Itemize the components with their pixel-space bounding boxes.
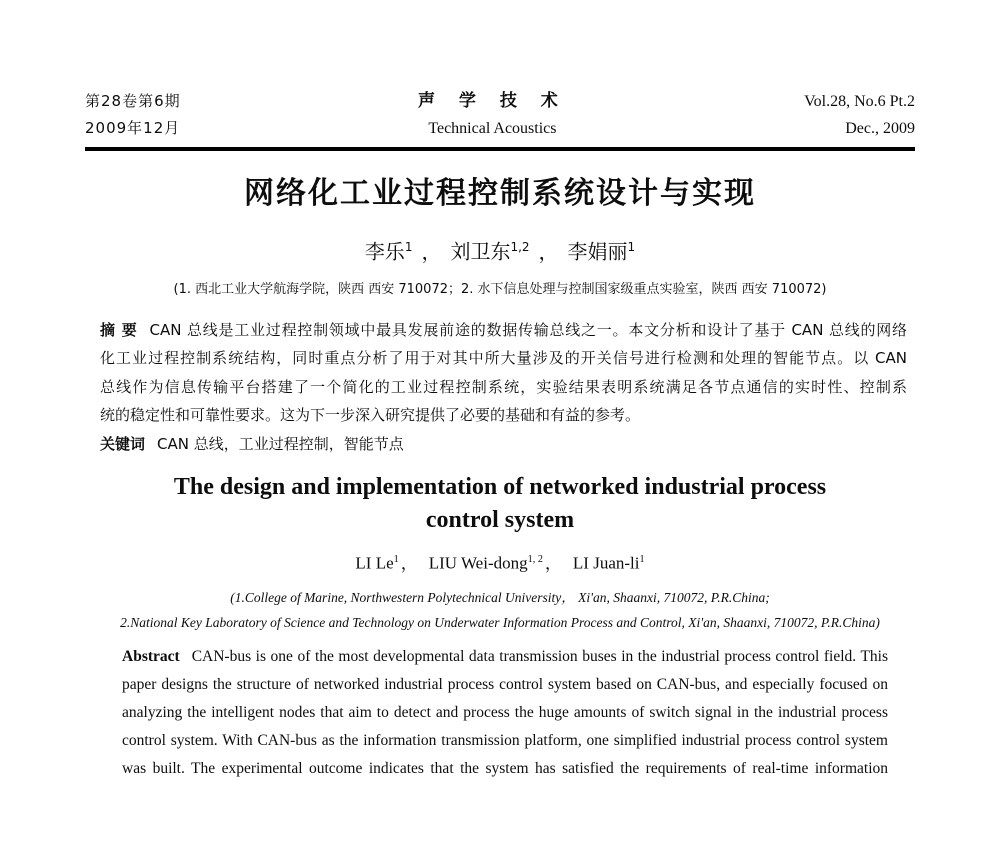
- paper-page: [0, 88, 1000, 848]
- authors-en: [85, 548, 915, 576]
- abstract-en-text: CAN-bus is one of the most developmental data transmission buses in the industrial process control field. This: [191, 647, 888, 665]
- authors-cn: [85, 233, 915, 266]
- author-en-name: LI Le: [355, 553, 394, 573]
- affiliation-cn: (1. 西北工业大学航海学院，陕西 西安 710072；2. 水下信息处理与控制国家级重点实验室，陕西 西安 710072): [173, 281, 827, 297]
- abstract-cn: [100, 316, 907, 459]
- author-separator: ，: [544, 553, 562, 573]
- paper-title-cn: 网络化工业过程控制系统设计与实现: [244, 176, 756, 211]
- author-cn-sup: 1: [404, 240, 413, 254]
- journal-name-en: Technical Acoustics: [428, 120, 557, 137]
- abstract-en-line-3: analyzing the intelligent nodes that aim to detect and process the huge amounts of switch signal in the industrial process: [122, 703, 888, 721]
- abstract-cn-text: CAN 总线是工业过程控制领域中最具发展前途的数据传输总线之一。本文分析和设计了基于 CAN 总线的网络: [149, 320, 907, 339]
- abstract-en-line-4: control system. With CAN-bus as the information transmission platform, one simplified industrial process control system: [122, 731, 888, 749]
- paper-title-en: [85, 471, 915, 537]
- author-en-name: LIU Wei-dong: [428, 553, 528, 573]
- author-cn-name: 李乐: [364, 239, 405, 264]
- abstract-cn-line-2: 化工业过程控制系统结构，同时重点分析了用于对其中所大量涉及的开关信号进行检测和处理的智能节点。以 CAN: [100, 349, 907, 368]
- journal-volume: Vol.28, No.6 Pt.2: [804, 93, 915, 110]
- journal-header-right: [804, 88, 915, 142]
- journal-header-left: [85, 88, 181, 142]
- author-cn-name: 李娟丽: [567, 239, 628, 264]
- journal-name-cn: 声 学 技 术: [418, 91, 567, 111]
- header-rule: [85, 147, 915, 151]
- author-en-sup: 1: [639, 554, 645, 566]
- author-cn-sup: 1,2: [510, 240, 530, 254]
- author-separator: ，: [400, 553, 418, 573]
- author-cn-name: 刘卫东: [450, 239, 511, 264]
- keywords-cn-text: CAN 总线，工业过程控制，智能节点: [157, 434, 404, 453]
- author-cn-sup: 1: [627, 240, 636, 254]
- abstract-cn-line-1: [100, 316, 907, 345]
- author-en-name: LI Juan-li: [572, 553, 640, 573]
- affiliation-en-line-1: (1.College of Marine, Northwestern Polytechnical University， Xi'an, Shaanxi, 710072, P.R.China;: [230, 589, 770, 605]
- author-en-sup: 1, 2: [527, 554, 543, 566]
- paper-title-en-line-2: control system: [425, 507, 575, 534]
- abstract-en-label: Abstract: [122, 647, 180, 665]
- author-separator: ，: [538, 239, 559, 264]
- journal-date-en: Dec., 2009: [845, 120, 915, 137]
- author-separator: ，: [421, 239, 442, 264]
- abstract-en: [122, 643, 888, 783]
- abstract-en-line-5-clipped: was built. The experimental outcome indicates that the system has satisfied the requirements of real-time information: [122, 759, 888, 777]
- paper-title-en-line-1: The design and implementation of networked industrial process: [173, 474, 827, 501]
- abstract-en-line-1: [122, 643, 888, 671]
- keywords-cn-label: 关键词: [100, 434, 146, 453]
- journal-issue-cn: 第28卷第6期: [85, 92, 181, 110]
- abstract-cn-label: 摘 要: [100, 320, 138, 339]
- affiliation-en: [85, 585, 915, 635]
- abstract-cn-line-4: 统的稳定性和可靠性要求。这为下一步深入研究提供了必要的基础和有益的参考。: [100, 406, 641, 425]
- journal-date-cn: 2009年12月: [85, 119, 181, 137]
- journal-header: [85, 88, 915, 142]
- abstract-en-line-2: paper designs the structure of networked industrial process control system based on CAN-bus, and especially focused on: [122, 675, 888, 693]
- author-en-sup: 1: [393, 554, 399, 566]
- abstract-cn-line-3: 总线作为信息传输平台搭建了一个简化的工业过程控制系统，实验结果表明系统满足各节点通信的实时性、控制系: [100, 377, 907, 396]
- keywords-cn: [100, 430, 907, 459]
- affiliation-en-line-2: 2.National Key Laboratory of Science and Technology on Underwater Information Process and Control, Xi'an, Shaanxi, 710072, P.R.China): [120, 614, 880, 630]
- journal-header-center: [181, 88, 805, 142]
